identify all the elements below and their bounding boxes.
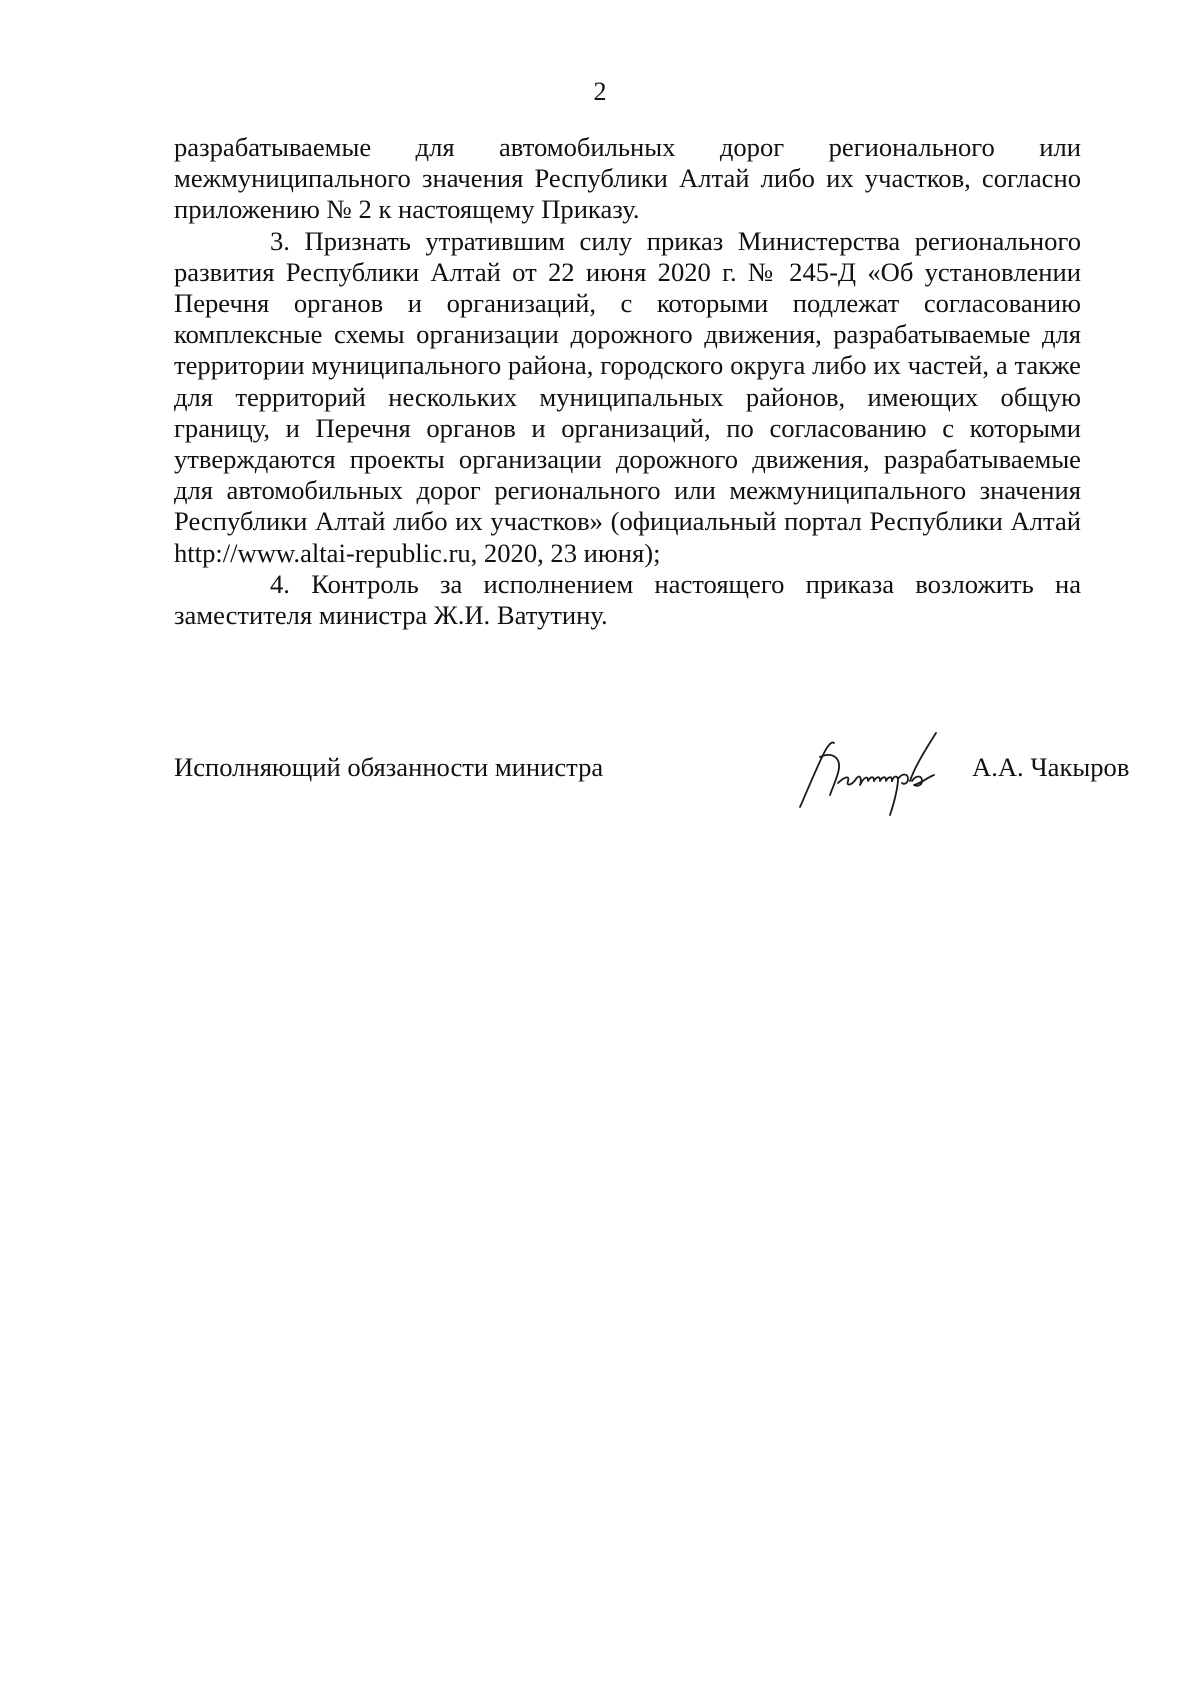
paragraph-4: 4. Контроль за исполнением настоящего приказа возложить на заместителя министра Ж.И. Ватутину. bbox=[174, 568, 1081, 631]
document-body bbox=[174, 132, 1081, 631]
page-number: 2 bbox=[593, 77, 607, 106]
signatory-name: А.А. Чакыров bbox=[972, 752, 1130, 782]
handwritten-signature bbox=[786, 719, 976, 819]
paragraph-continuation: разрабатываемые для автомобильных дорог регионального или межмуниципального значения Республики Алтай либо их участков, согласно приложению № 2 к настоящему Приказу. bbox=[174, 132, 1081, 225]
paragraph-3: 3. Признать утратившим силу приказ Министерства регионального развития Республики Алтай от 22 июня 2020 г. № 245-Д «Об установлении Перечня органов и организаций, с которыми подлежат согласованию комплексные схемы организации дорожного движения, разрабатываемые для территории муниципального района, городского округа либо их частей, а также для территорий нескольких муниципальных районов, имеющих общую границу, и Перечня органов и организаций, по согласованию с которыми утверждаются проекты организации дорожного движения, разрабатываемые для автомобильных дорог регионального или межмуниципального значения Республики Алтай либо их участков» (официальный портал Республики Алтай http://www.altai-republic.ru, 2020, 23 июня); bbox=[174, 225, 1081, 568]
signature-block bbox=[174, 745, 1154, 825]
signatory-position: Исполняющий обязанности министра bbox=[174, 752, 604, 782]
